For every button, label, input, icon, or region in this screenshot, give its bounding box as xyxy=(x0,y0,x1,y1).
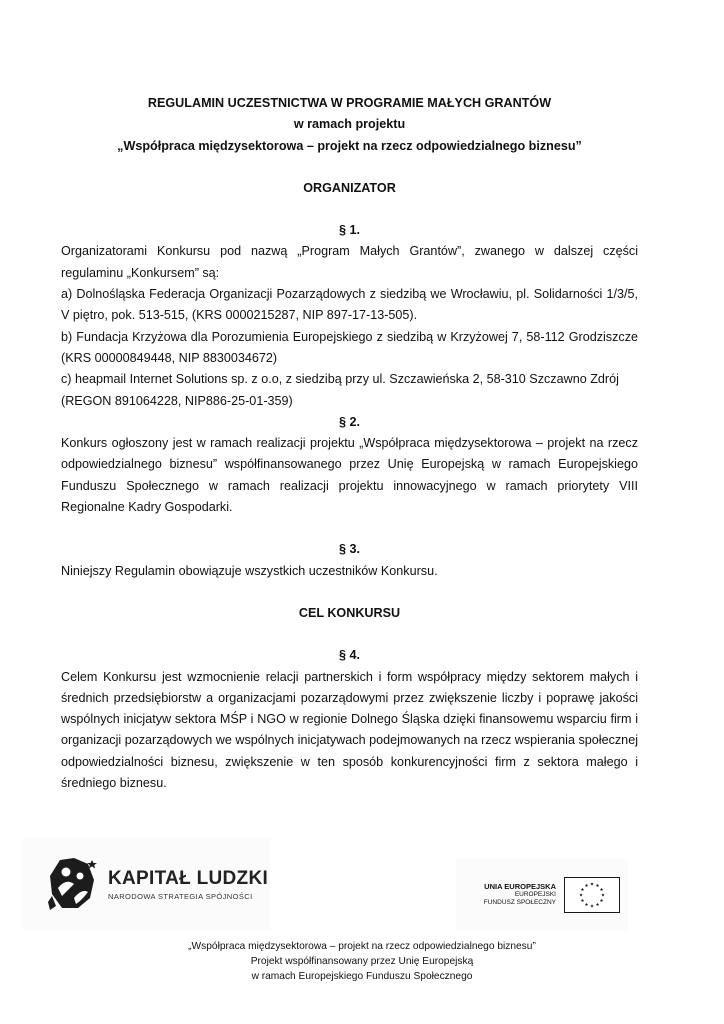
paragraph-2-text: Konkurs ogłoszony jest w ramach realizacji projektu „Współpraca międzysektorowa – projekt na rzecz odpowiedzialnego biznesu” współfinansowanego przez Unię Europejską w ramach Europejskiego Funduszu Społecznego w ramach realizacji projektu innowacyjnego w ramach priorytety VIII Regionalne Kadry Gospodarki. xyxy=(61,436,638,515)
section-heading-organizator: ORGANIZATOR xyxy=(303,180,396,195)
kapital-ludzki-subtitle: NARODOWA STRATEGIA SPÓJNOŚCI xyxy=(108,891,253,901)
paragraph-1-item-b: b) Fundacja Krzyżowa dla Porozumienia Europejskiego z siedzibą w Krzyżowej 7, 58-112 Grodziszcze (KRS 00000849448, NIP 8830034672) xyxy=(61,329,638,365)
kapital-ludzki-logo xyxy=(22,838,270,930)
paragraph-3-text: Niniejszy Regulamin obowiązuje wszystkich uczestników Konkursu. xyxy=(61,563,438,578)
section-heading-cel: CEL KONKURSU xyxy=(298,605,401,620)
eu-flag-icon xyxy=(564,877,620,913)
eu-efs-logo xyxy=(456,859,628,931)
page-footer xyxy=(0,939,724,984)
footer-line3: w ramach Europejskiego Funduszu Społecznego xyxy=(251,971,473,982)
kapital-ludzki-title: KAPITAŁ LUDZKI xyxy=(108,867,269,889)
eu-logo-line3: FUNDUSZ SPOŁECZNY xyxy=(483,899,556,906)
paragraph-3-heading: § 3. xyxy=(338,542,360,557)
doc-title-line2: w ramach projektu xyxy=(293,117,406,132)
paragraph-4-heading: § 4. xyxy=(338,648,360,663)
paragraph-1-item-a: a) Dolnośląska Federacja Organizacji Pozarządowych z siedzibą we Wrocławiu, pl. Solidarności 1/3/5, V piętro, pok. 513-515, (KRS 0000215287, NIP 897-17-13-505). xyxy=(61,287,638,323)
footer-line2: Projekt współfinansowany przez Unię Europejską xyxy=(250,956,474,967)
footer-line1: „Współpraca międzysektorowa – projekt na rzecz odpowiedzialnego biznesu” xyxy=(188,941,536,952)
doc-title-line1: REGULAMIN UCZESTNICTWA W PROGRAMIE MAŁYCH GRANTÓW xyxy=(147,96,552,110)
paragraph-1-item-c-line1: c) heapmail Internet Solutions sp. z o.o, z siedzibą przy ul. Szczawieńska 2, 58-310 Szczawno Zdrój xyxy=(61,372,619,387)
document-body xyxy=(61,93,638,794)
doc-title-line3: „Współpraca międzysektorowa – projekt na rzecz odpowiedzialnego biznesu” xyxy=(117,138,582,153)
paragraph-1-intro: Organizatorami Konkursu pod nazwą „Program Małych Grantów”, zwanego w dalszej części regulaminu „Konkursem” są: xyxy=(61,244,638,280)
kapital-ludzki-figures-icon xyxy=(44,854,102,914)
paragraph-4-text: Celem Konkursu jest wzmocnienie relacji partnerskich i form współpracy między sektorem małych i średnich przedsiębiorstw a organizacjami pozarządowymi przez zwiększenie liczby i poprawę jakości wspólnych inicjatyw sektora MŚP i NGO w regionie Dolnego Śląska dzięki finansowemu wsparciu firm i organizacji pozarządowych we wspólnych inicjatywach podejmowanych na rzecz wspierania społecznej odpowiedzialności biznesu, zwiększenie w ten sposób konkurencyjności firm z sektora małego i średniego biznesu. xyxy=(61,669,638,791)
paragraph-1-heading: § 1. xyxy=(338,223,360,238)
eu-logo-line2: EUROPEJSKI xyxy=(514,891,556,898)
paragraph-2-heading: § 2. xyxy=(338,414,360,429)
eu-logo-line1: UNIA EUROPEJSKA xyxy=(484,882,556,891)
paragraph-1-item-c-line2: (REGON 891064228, NIP886-25-01-359) xyxy=(61,393,293,408)
